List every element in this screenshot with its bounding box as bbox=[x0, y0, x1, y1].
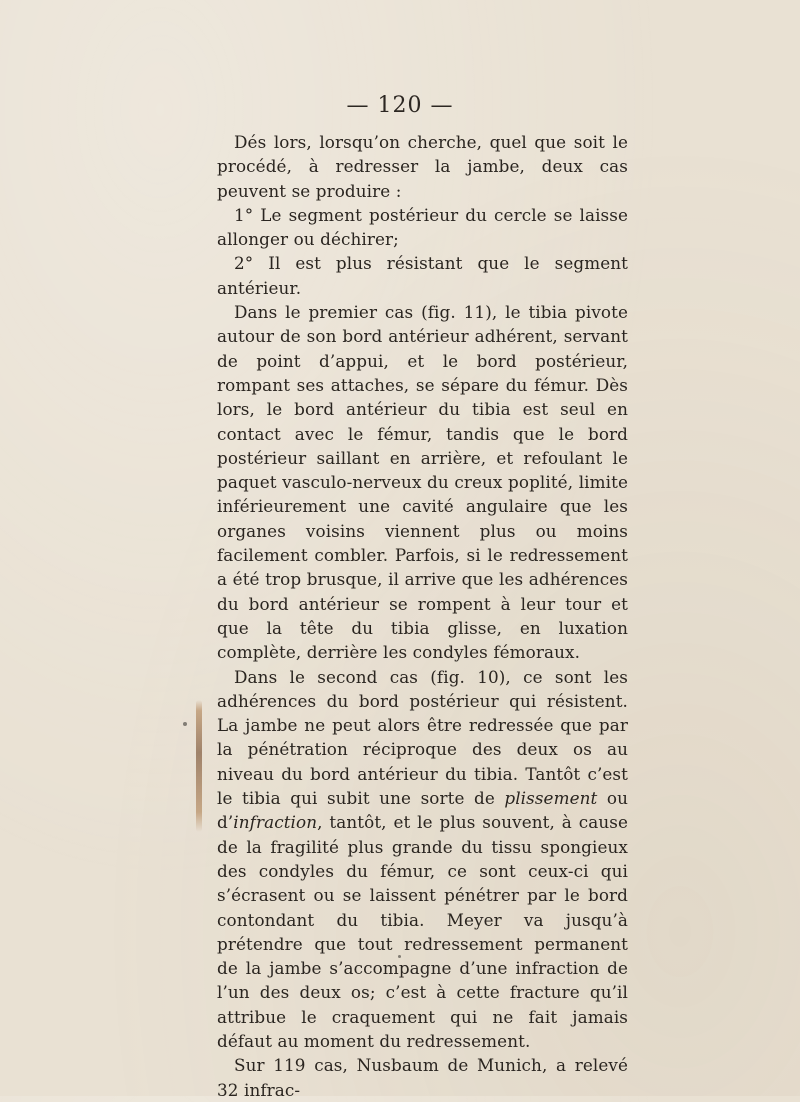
speck bbox=[183, 722, 187, 726]
paragraph-text: 1° Le segment postérieur du cercle se laisse allonger ou déchirer; bbox=[217, 204, 628, 250]
page-number: — 120 — bbox=[346, 93, 454, 118]
paragraph-text: , tantôt, et le plus souvent, à cause de la fragilité plus grande du tissu spongieux des condyles du fémur, ce sont ceux-ci qui s’écrasent ou se laissent pénétrer par le bord contondant du tibia. Meyer va jusqu’à prétendre que tout redressement permanent de la jambe s’accompagne d’une infraction de l’un des deux os; c’est à cette fracture qu’il attribue le craquement qui ne fait jamais défaut au moment du redressement. bbox=[217, 812, 628, 1051]
paragraph-text: 2° Il est plus résistant que le segment antérieur. bbox=[217, 253, 628, 298]
paragraph-text: Sur 119 cas, Nusbaum de Munich, a relevé 32 infrac- bbox=[217, 1055, 628, 1100]
paragraph-6 bbox=[217, 1053, 628, 1102]
paragraph-text: Dés lors, lorsqu’on cherche, quel que soit le procédé, à redresser la jambe, deux cas peuvent se produire : bbox=[217, 132, 628, 201]
text-body bbox=[217, 130, 628, 1102]
paragraph-4 bbox=[217, 300, 628, 664]
paragraph-text: Dans le premier cas (fig. 11), le tibia pivote autour de son bord antérieur adhérent, servant de point d’appui, et le bord postérieur, rompant ses attaches, se sépare du fémur. Dès lors, le bord antérieur du tibia est seul en contact avec le fémur, tandis que le bord postérieur saillant en arrière, et refoulant le paquet vasculo-nerveux du creux poplité, limite inférieurement une cavité angulaire que les organes voisins viennent plus ou moins facilement combler. Parfois, si le redressement a été trop brusque, il arrive que les adhérences du bord antérieur se rompent à leur tour et que la tête du tibia glisse, en luxation complète, derrière les condyles fémoraux. bbox=[217, 302, 628, 663]
paragraph-1 bbox=[217, 130, 628, 203]
italic-term-plissement: plissement bbox=[504, 788, 598, 809]
paragraph-text: Dans le second cas (fig. 10), ce sont les adhérences du bord postérieur qui résistent. La jambe ne peut alors être redressée que par la pénétration réciproque des deux os au niveau du bord antérieur du tibia. Tantôt c’est le tibia qui subit une sorte de bbox=[217, 666, 628, 809]
paragraph-text: ou d’ bbox=[217, 788, 629, 833]
italic-term-infraction: infraction bbox=[233, 812, 318, 833]
paragraph-2 bbox=[217, 203, 628, 252]
paragraph-5 bbox=[217, 665, 628, 1054]
paragraph-3 bbox=[217, 251, 628, 300]
margin-stain bbox=[196, 700, 202, 832]
speck bbox=[398, 955, 401, 958]
